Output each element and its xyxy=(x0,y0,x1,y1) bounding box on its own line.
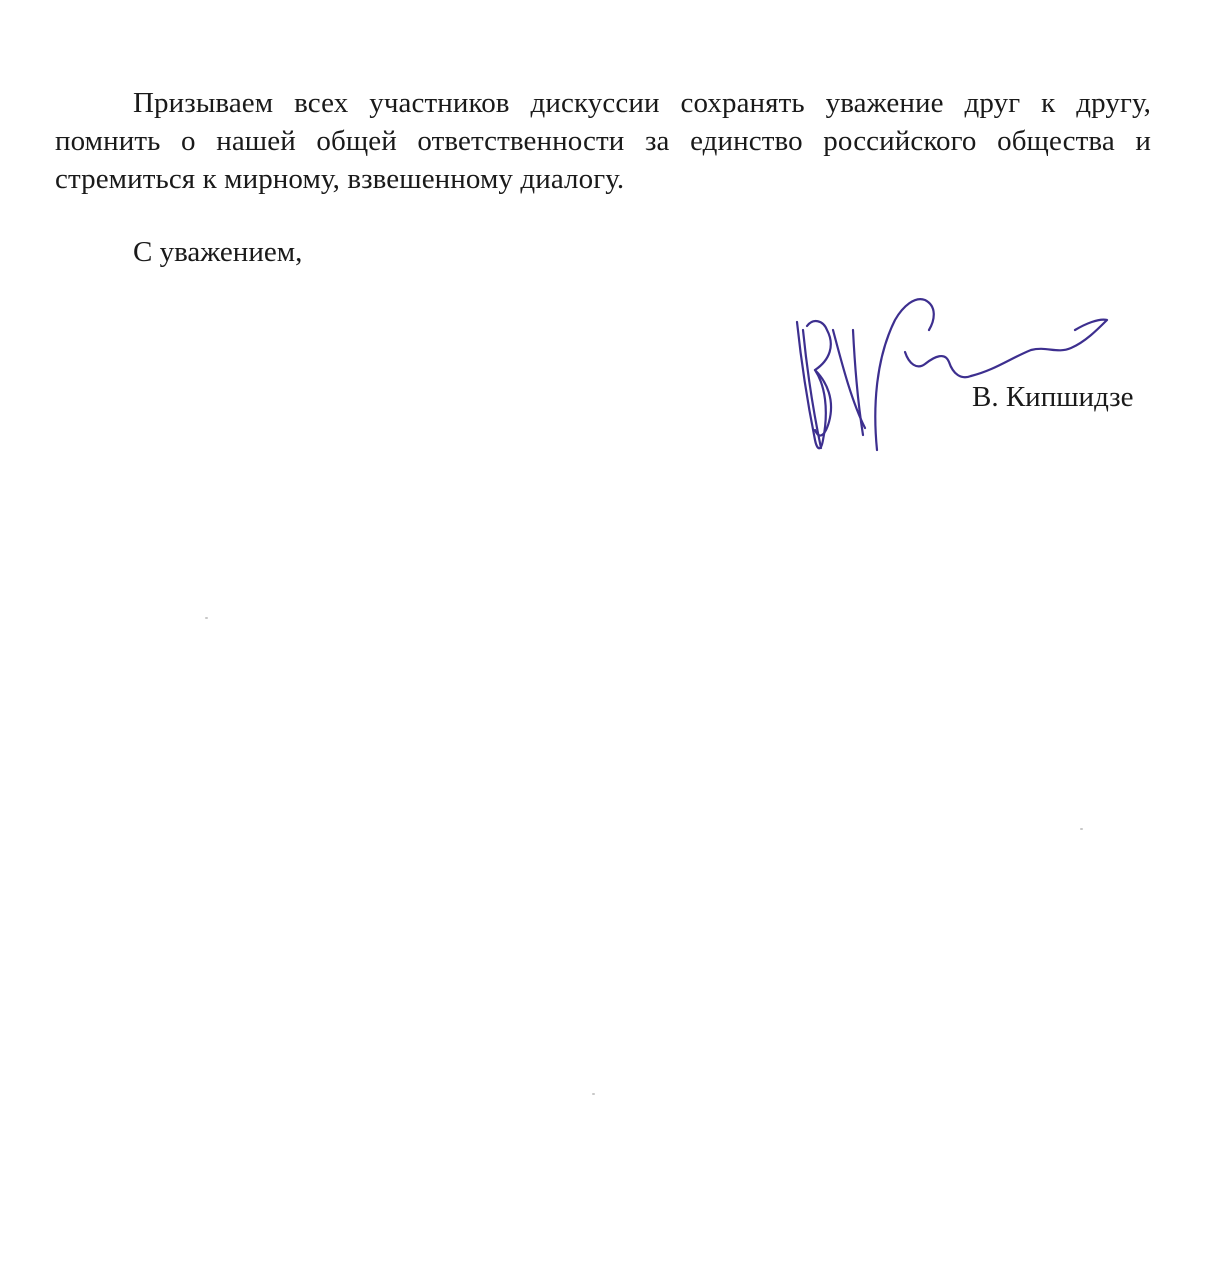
scan-speck xyxy=(205,617,208,619)
letter-closing: С уважением, xyxy=(133,236,303,268)
signer-name: В. Кипшидзе xyxy=(972,381,1134,413)
letter-body-paragraph: Призываем всех участников дискуссии сохранять уважение друг к другу, помнить о нашей общей ответственности за единство российского общества и стремиться к мирному, взвешенному диалогу. xyxy=(55,87,1151,195)
scan-speck xyxy=(1080,828,1083,830)
scan-speck xyxy=(592,1093,595,1095)
